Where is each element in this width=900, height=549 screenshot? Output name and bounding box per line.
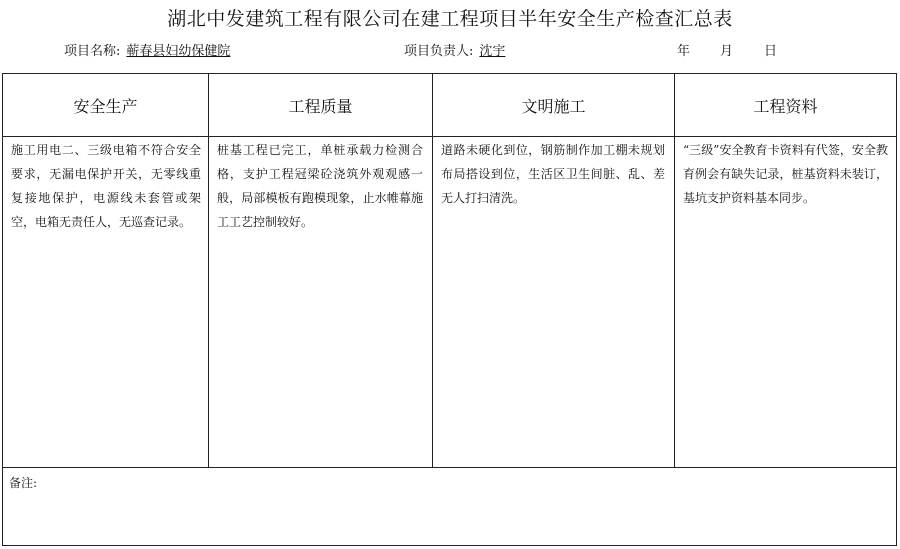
- project-manager-field: [404, 40, 505, 59]
- header-civilized-construction: 文明施工: [521, 96, 586, 116]
- project-name-label: 项目名称:: [64, 44, 121, 59]
- inspection-table: [2, 73, 897, 546]
- header-divider: [3, 136, 896, 137]
- remark-divider: [3, 467, 896, 468]
- project-manager-label: 项目负责人:: [404, 44, 474, 59]
- cell-safety: 施工用电二、三级电箱不符合安全要求，无漏电保护开关，无零线重复接地保护，电源线未套管或架空，电箱无责任人，无巡查记录。: [11, 143, 201, 229]
- project-name-value: 蕲春县妇幼保健院: [126, 44, 231, 59]
- date-month-label: 月: [720, 44, 734, 59]
- project-manager-value: 沈宇: [479, 44, 506, 59]
- cell-quality: 桩基工程已完工，单桩承载力检测合格，支护工程冠梁砼浇筑外观观感一般，局部模板有跑模现象，止水帷幕施工工艺控制较好。: [217, 143, 423, 229]
- cell-documentation: “三级”安全教育卡资料有代签，安全教育例会有缺失记录，桩基资料未装订，基坑支护资料基本同步。: [683, 143, 888, 205]
- header-documentation: 工程资料: [753, 96, 818, 116]
- cell-civilized-construction: 道路未硬化到位，钢筋制作加工棚未规划布局搭设到位，生活区卫生间脏、乱、差无人打扫清洗。: [441, 143, 665, 205]
- header-quality: 工程质量: [288, 96, 353, 116]
- date-year-label: 年: [677, 44, 691, 59]
- header-safety: 安全生产: [73, 96, 138, 116]
- remark-label: 备注:: [9, 476, 38, 490]
- date-day-label: 日: [764, 44, 778, 59]
- project-name-field: [64, 40, 230, 59]
- document-title: 湖北中发建筑工程有限公司在建工程项目半年安全生产检查汇总表: [167, 8, 733, 30]
